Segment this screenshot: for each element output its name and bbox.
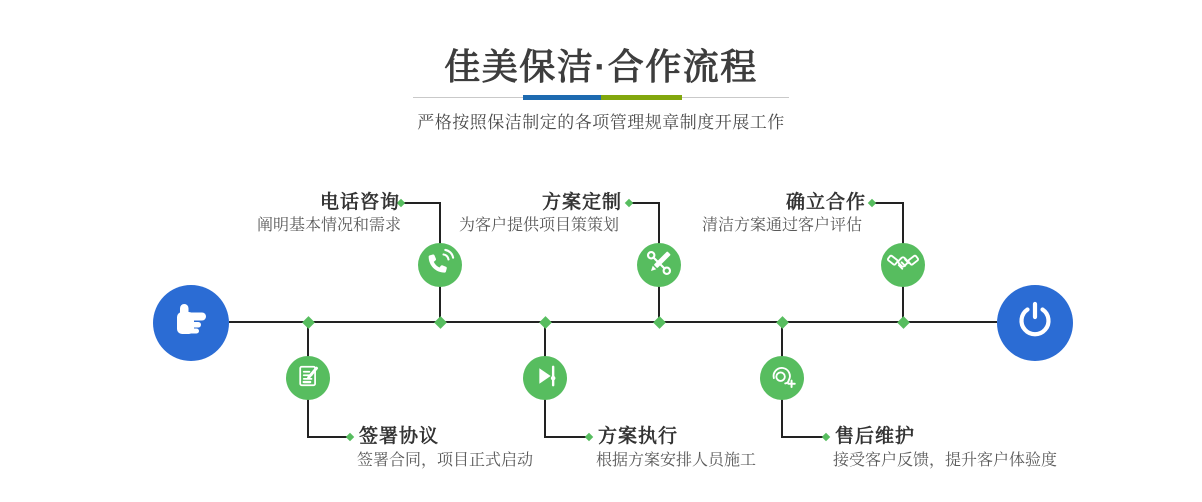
label-diamond-icon: [346, 433, 354, 441]
step-circle-cooperation: [881, 243, 925, 287]
junction-diamond-icon: [539, 316, 552, 329]
label-diamond-icon: [822, 433, 830, 441]
step-circle-sign: [286, 356, 330, 400]
end-node: [997, 285, 1073, 361]
label-diamond-icon: [868, 199, 876, 207]
label-connector-line: [400, 202, 441, 204]
start-node: [153, 285, 229, 361]
title-divider-accent: [523, 95, 682, 100]
step-description: 接受客户反馈，提升客户体验度: [833, 452, 1058, 469]
step-title: 售后维护: [835, 426, 916, 447]
divider-blue-segment: [523, 95, 601, 100]
step-description: 阐明基本情况和需求: [257, 217, 402, 234]
step-circle-plan: [637, 243, 681, 287]
junction-diamond-icon: [434, 316, 447, 329]
step-title: 方案定制: [542, 192, 623, 213]
label-connector-line: [545, 436, 589, 438]
step-title: 电话咨询: [320, 192, 401, 213]
step-circle-phone: [418, 243, 462, 287]
power-icon: [1011, 297, 1059, 350]
step-title: 确立合作: [786, 192, 867, 213]
label-connector-line: [308, 436, 350, 438]
label-diamond-icon: [585, 433, 593, 441]
divider-green-segment: [601, 95, 682, 100]
play-execute-icon: [528, 359, 562, 398]
junction-diamond-icon: [653, 316, 666, 329]
step-description: 根据方案安排人员施工: [596, 452, 757, 469]
sign-document-icon: [291, 359, 325, 398]
step-title: 签署协议: [359, 426, 440, 447]
phone-call-icon: [423, 246, 457, 285]
step-description: 为客户提供项目策策划: [459, 217, 620, 234]
step-circle-aftersales: [760, 356, 804, 400]
junction-diamond-icon: [302, 316, 315, 329]
step-circle-execute: [523, 356, 567, 400]
step-description: 清洁方案通过客户评估: [702, 217, 863, 234]
headset-service-icon: [765, 359, 799, 398]
step-title: 方案执行: [598, 426, 679, 447]
pencil-wrench-icon: [642, 246, 676, 285]
handshake-icon: [886, 246, 920, 285]
page-title: 佳美保洁·合作流程: [444, 46, 758, 87]
page-subtitle: 严格按照保洁制定的各项管理规章制度开展工作: [417, 113, 785, 132]
junction-diamond-icon: [897, 316, 910, 329]
label-connector-line: [782, 436, 826, 438]
hand-pointer-icon: [167, 297, 215, 350]
label-diamond-icon: [625, 199, 633, 207]
junction-diamond-icon: [776, 316, 789, 329]
timeline-main-line: [229, 321, 997, 323]
step-description: 签署合同，项目正式启动: [357, 452, 534, 469]
